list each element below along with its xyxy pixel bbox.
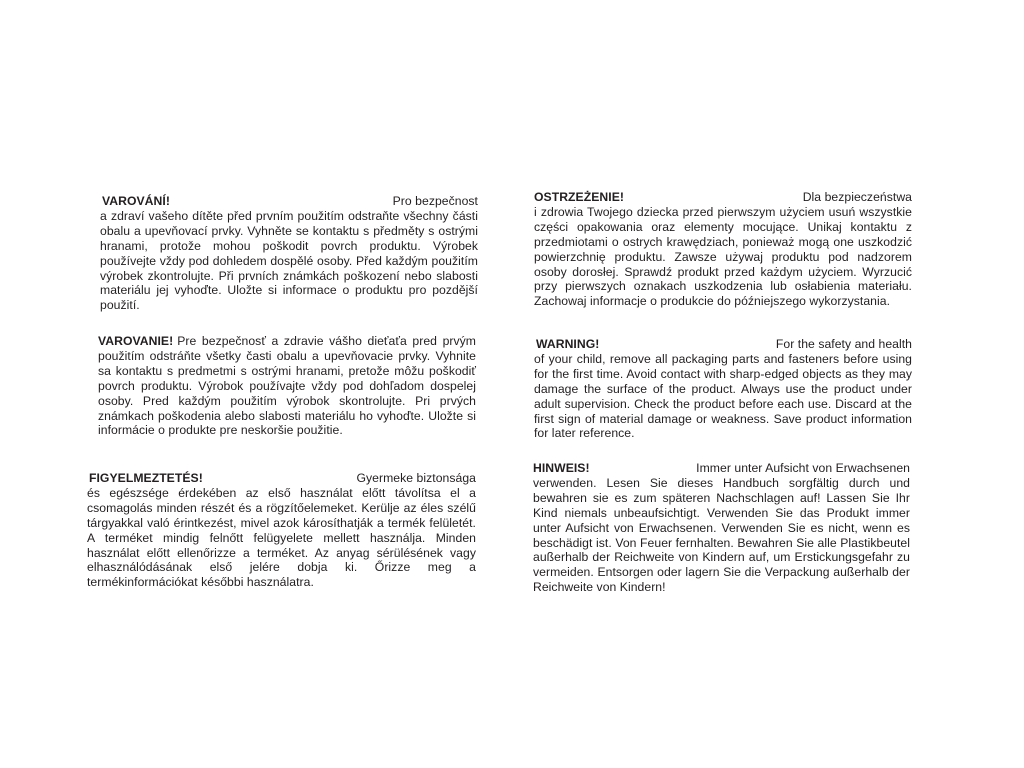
- warning-lead-line: [534, 337, 912, 352]
- warning-lead-text: For the safety and health: [775, 337, 912, 351]
- warning-lead-text: Dla bezpieczeństwa: [802, 190, 912, 204]
- warning-block-polish: [534, 190, 912, 309]
- warning-lead-text: Immer unter Aufsicht von Erwachsenen: [696, 461, 910, 475]
- warning-body: Pre bezpečnosť a zdravie vášho dieťaťa pred prvým použitím odstráňte všetky časti obalu a upevňovacie prvky. Vyhnite sa kontaktu s predmetmi s ostrými hranami, pretože môžu poškodiť povrch produktu. Výrobok používajte vždy pod dohľadom dospelej osoby. Pred každým použitím výrobok skontrolujte. Pri prvých známkach poškodenia alebo slabosti materiálu ho vyhoďte. Uložte si informácie o produkte pre neskoršie použitie.: [98, 334, 476, 438]
- warning-block-slovak: [98, 334, 476, 438]
- warning-block-english: [534, 337, 912, 441]
- warning-heading: VAROVANIE!: [98, 334, 174, 348]
- warning-lead-text: Pro bezpečnost: [392, 194, 478, 208]
- warning-body: a zdraví vašeho dítěte před prvním použitím odstraňte všechny části obalu a upevňovací prvky. Vyhněte se kontaktu s předměty s ostrými hranami, protože mohou poškodit povrch produktu. Výrobek používejte vždy pod dohledem dospělé osoby. Před každým použitím výrobek zkontrolujte. Při prvních známkách poškození nebo slabosti materiálu jej vyhoďte. Uložte si informace o produktu pro pozdější použití.: [100, 208, 478, 313]
- warning-lead-line: [533, 461, 910, 476]
- warning-heading: OSTRZEŻENIE!: [534, 190, 624, 204]
- warning-heading: VAROVÁNÍ!: [102, 194, 170, 208]
- warning-heading: HINWEIS!: [533, 461, 590, 475]
- warning-lead-text: Gyermeke biztonsága: [356, 471, 476, 485]
- warning-block-czech: [100, 194, 478, 313]
- warning-block-german: [533, 461, 910, 595]
- warning-lead-line: [87, 471, 476, 486]
- warning-body: i zdrowia Twojego dziecka przed pierwszym użyciem usuń wszystkie części opakowania oraz elementy mocujące. Unikaj kontaktu z przedmiotami o ostrych krawędziach, ponieważ mogą one uszkodzić powierzchnię produktu. Zawsze używaj produktu pod nadzorem osoby dorosłej. Sprawdź produkt przed każdym użyciem. Wyrzucić przy pierwszych oznakach uszkodzenia lub osłabienia materiału. Zachowaj informacje o produkcie do późniejszego wykorzystania.: [534, 204, 912, 309]
- warning-body: verwenden. Lesen Sie dieses Handbuch sorgfältig durch und bewahren sie es zum späteren Nachschlagen auf! Lassen Sie Ihr Kind niemals unbeaufsichtigt. Verwenden Sie das Produkt immer unter Aufsicht von Erwachsenen. Verwenden Sie es nicht, wenn es beschädigt ist. Von Feuer fernhalten. Bewahren Sie alle Plastikbeutel außerhalb der Reichweite von Kindern auf, um Erstickungsgefahr zu vermeiden. Entsorgen oder lagern Sie die Verpackung außerhalb der Reichweite von Kindern!: [533, 475, 910, 595]
- warning-block-hungarian: [87, 471, 476, 590]
- warning-heading: WARNING!: [536, 337, 600, 351]
- warning-lead-line: [534, 190, 912, 205]
- warning-lead-line: [100, 194, 478, 209]
- warning-paragraph: [98, 334, 476, 438]
- warning-body: és egészsége érdekében az első használat előtt távolítsa el a csomagolás minden részét és a rögzítőelemeket. Kerülje az éles szélű tárgyakkal való érintkezést, mivel azok károsíthatják a termék felületét. A terméket mindig felnőtt felügyelete mellett használja. Minden használat előtt ellenőrizze a terméket. Az anyag sérülésének vagy elhasználódásának első jelére dobja ki. Őrizze meg a termékinformációkat későbbi használatra.: [87, 485, 476, 590]
- warning-body: of your child, remove all packaging parts and fasteners before using for the first time. Avoid contact with sharp-edged objects as they may damage the surface of the product. Always use the product under adult supervision. Check the product before each use. Discard at the first sign of material damage or weakness. Save product information for later reference.: [534, 351, 912, 441]
- warning-heading: FIGYELMEZTETÉS!: [89, 471, 203, 485]
